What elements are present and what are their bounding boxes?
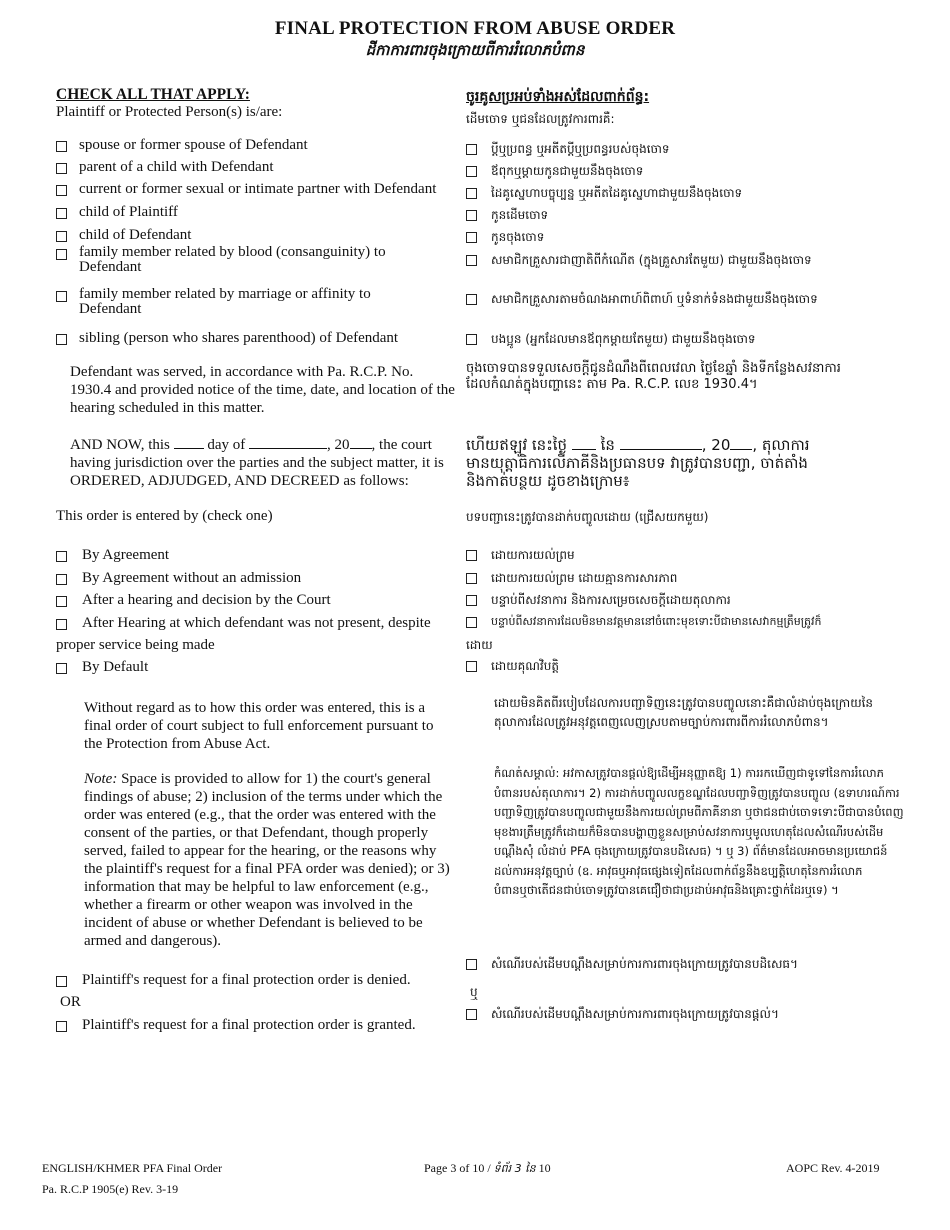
request-denied-option[interactable]: Plaintiff's request for a final protection order is denied. bbox=[56, 972, 456, 990]
entry-option-absent-cont-khmer: ដោយ bbox=[466, 638, 493, 652]
checkbox[interactable] bbox=[56, 141, 67, 152]
entered-by-label: This order is entered by (check one) bbox=[56, 508, 273, 524]
footer-form-name: ENGLISH/KHMER PFA Final Order bbox=[42, 1161, 223, 1175]
request-granted-option-khmer[interactable]: សំណើរបស់ដើមបណ្ដឹងសម្រាប់ការការពារចុងក្រោយត្រូវបានផ្ដល់។ bbox=[466, 1005, 779, 1023]
month-blank-khmer[interactable] bbox=[620, 449, 702, 450]
checkbox[interactable] bbox=[56, 551, 67, 562]
checkbox[interactable] bbox=[466, 255, 477, 266]
footer-revision: AOPC Rev. 4-2019 bbox=[786, 1161, 880, 1175]
note-paragraph-khmer: កំណត់សម្គាល់: អវកាសត្រូវបានផ្ដល់ឱ្យដើម្បីអនុញ្ញាតឱ្យ 1) ការរកឃើញជាទូទៅនៃការរំលោភបំពានរបស់តុលាការ។ 2) ការដាក់បញ្ចូលលក្ខខណ្ឌដែលបញ្ជាទិញត្រូវបានបញ្ចូល (ឧទាហរណ៍ការបញ្ជាទិញត្រូវបានបញ្ចូលជាមួយនឹងការយល់ព្រមពីភាគីនានា ឬថាជនជាប់ចោទទោះបីជាបានបំពេញមុខងារត្រឹមត្រូវក៏ដោយក៏មិនបានបង្ហាញខ្លួនសម្រាប់សវនាការឬមូលហេតុដែលសំណើរបស់ដើមបណ្ដឹងសុំ លំដាប់ PFA ចុងក្រោយត្រូវបានបដិសេធ) ។ ឬ 3) ព័ត៌មានដែលអាចមានប្រយោជន៍ដល់ការអនុវត្តច្បាប់ (ឧ. អាវុធឬអាវុធផ្សេងទៀតដែលពាក់ព័ន្ធនឹងឧប្បត្តិហេតុនៃការរំលោភបំពានឬថាតើជនជាប់ចោទត្រូវបានគេជឿថាជាប្រដាប់អាវុធនិងគ្រោះថ្នាក់ដែរឬទេ) ។ bbox=[494, 766, 904, 897]
entry-option-agreement[interactable]: By Agreement bbox=[56, 547, 169, 565]
and-now-paragraph-khmer: ហើយឥឡូវ នេះថ្ងៃ នៃ , 20 , តុលាការមានយុត្តាធិការលើភាគីនិងប្រធានបទ វាត្រូវបានបញ្ជា, ចាត់តាំងនិងកាត់បន្ថយ ដូចខាងក្រោម៖ bbox=[466, 436, 810, 490]
relation-option-partner-khmer[interactable]: ដៃគូស្នេហាបច្ចុប្បន្ន ឬអតីតដៃគូស្នេហាជាមួយនឹងចុងចោទ bbox=[466, 184, 742, 202]
relation-option-child-plaintiff-khmer[interactable]: កូនដើមចោទ bbox=[466, 206, 548, 224]
checkbox[interactable] bbox=[56, 185, 67, 196]
checkbox[interactable] bbox=[466, 573, 477, 584]
service-paragraph-khmer: ចុងចោទបានទទួលសេចក្ដីជូនដំណឹងពីពេលវេលា ថ្ងៃខែឆ្នាំ និងទីកន្លែងសវនាការ ដែលកំណត់ក្នុងបញ្ហានេះ តាម Pa. R.C.P. លេខ 1930.4។ bbox=[466, 361, 841, 392]
entered-by-label-khmer: បទបញ្ជានេះត្រូវបានដាក់បញ្ចូលដោយ (ជ្រើសយកមួយ) bbox=[466, 510, 709, 524]
entry-option-hearing-khmer[interactable]: បន្ទាប់ពីសវនាការ និងការសម្រេចសេចក្ដីដោយតុលាការ bbox=[466, 591, 731, 609]
entry-option-agreement-khmer[interactable]: ដោយការយល់ព្រម bbox=[466, 546, 575, 564]
footer-page-number: Page 3 of 10 / ទំព័រ 3 នៃ 10 bbox=[424, 1161, 551, 1175]
relation-option-child-defendant-khmer[interactable]: កូនចុងចោទ bbox=[466, 228, 544, 246]
checkbox[interactable] bbox=[466, 617, 477, 628]
checkbox[interactable] bbox=[56, 596, 67, 607]
checkbox[interactable] bbox=[466, 661, 477, 672]
and-now-paragraph: AND NOW, this day of , 20 , the court having jurisdiction over the parties and the subject matter, it is ORDERED, ADJUDGED, AND DECREED as follows: bbox=[70, 437, 444, 489]
checkbox[interactable] bbox=[466, 595, 477, 606]
entry-option-absent[interactable]: After Hearing at which defendant was not present, despite bbox=[56, 615, 456, 633]
checkbox[interactable] bbox=[466, 144, 477, 155]
entry-option-default[interactable]: By Default bbox=[56, 659, 148, 677]
relation-option-marriage[interactable]: family member related by marriage or affinity to Defendant bbox=[56, 287, 396, 317]
entry-option-default-khmer[interactable]: ដោយគុណវិបត្តិ bbox=[466, 657, 559, 675]
plaintiff-is-label: Plaintiff or Protected Person(s) is/are: bbox=[56, 104, 283, 120]
checkbox[interactable] bbox=[56, 334, 67, 345]
checkbox[interactable] bbox=[466, 166, 477, 177]
plaintiff-is-label-khmer: ដើមចោទ ឬជនដែលត្រូវការពារគឺ: bbox=[466, 112, 615, 126]
checkbox[interactable] bbox=[466, 188, 477, 199]
checkbox[interactable] bbox=[466, 550, 477, 561]
form-title-khmer: ដីកាការពារចុងក្រោយពីការរំលោភបំពាន bbox=[365, 41, 585, 59]
checkbox[interactable] bbox=[56, 976, 67, 987]
checkbox[interactable] bbox=[56, 208, 67, 219]
checkbox[interactable] bbox=[56, 291, 67, 302]
request-denied-option-khmer[interactable]: សំណើរបស់ដើមបណ្ដឹងសម្រាប់ការការពារចុងក្រោយត្រូវបានបដិសេធ។ bbox=[466, 955, 798, 973]
relation-option-spouse[interactable]: spouse or former spouse of Defendant bbox=[56, 137, 308, 155]
checkbox[interactable] bbox=[56, 574, 67, 585]
checkbox[interactable] bbox=[466, 294, 477, 305]
relation-option-blood[interactable]: family member related by blood (consanguinity) to Defendant bbox=[56, 245, 406, 275]
relation-option-parent[interactable]: parent of a child with Defendant bbox=[56, 159, 274, 177]
entry-option-hearing[interactable]: After a hearing and decision by the Court bbox=[56, 592, 331, 610]
checkbox[interactable] bbox=[466, 334, 477, 345]
or-label: OR bbox=[60, 994, 81, 1010]
month-blank[interactable] bbox=[249, 448, 327, 449]
relation-option-partner[interactable]: current or former sexual or intimate partner with Defendant bbox=[56, 181, 466, 199]
without-regard-paragraph: Without regard as to how this order was entered, this is a final order of court subject to full enforcement pursuant to the Protection from Abuse Act. bbox=[84, 700, 434, 752]
relation-option-sibling[interactable]: sibling (person who shares parenthood) of Defendant bbox=[56, 330, 398, 348]
relation-option-child-plaintiff[interactable]: child of Plaintiff bbox=[56, 204, 178, 222]
year-blank[interactable] bbox=[350, 448, 372, 449]
checkbox[interactable] bbox=[56, 163, 67, 174]
checkbox[interactable] bbox=[56, 619, 67, 630]
checkbox[interactable] bbox=[56, 1021, 67, 1032]
entry-option-agreement-no-admission[interactable]: By Agreement without an admission bbox=[56, 570, 301, 588]
request-granted-option[interactable]: Plaintiff's request for a final protection order is granted. bbox=[56, 1017, 456, 1035]
entry-option-absent-khmer[interactable]: បន្ទាប់ពីសវនាការដែលមិនមានវត្តមាននៅចំពោះមុខទោះបីជាមានសេវាកម្មត្រឹមត្រូវក៏ bbox=[466, 613, 896, 631]
relation-option-sibling-khmer[interactable]: បងប្អូន (អ្នកដែលមានឪពុកម្ដាយតែមួយ) ជាមួយនឹងចុងចោទ bbox=[466, 330, 756, 348]
checkbox[interactable] bbox=[466, 210, 477, 221]
note-paragraph: Note: Space is provided to allow for 1) the court's general findings of abuse; 2) inclusion of the terms under which the order was entered (e.g., that the order was entered with the consent of the parties, or that Defendant, though properly served, failed to appear for the hearing, or the reasons why the plaintiff's request for a final PFA order was denied); or 3) information that may be helpful to law enforcement (e.g., whether a firearm or other weapon was involved in the incident of abuse or whether Defendant is believed to be armed and dangerous). bbox=[84, 771, 450, 949]
entry-option-agreement-no-admission-khmer[interactable]: ដោយការយល់ព្រម ដោយគ្មានការសារភាព bbox=[466, 569, 677, 587]
checkbox[interactable] bbox=[466, 959, 477, 970]
checkbox[interactable] bbox=[56, 663, 67, 674]
entry-option-absent-cont: proper service being made bbox=[56, 637, 215, 653]
relation-option-spouse-khmer[interactable]: ប្ដីឬប្រពន្ធ ឬអតីតប្ដីឬប្រពន្ធរបស់ចុងចោទ bbox=[466, 140, 670, 158]
relation-option-blood-khmer[interactable]: សមាជិកគ្រួសារជាញាតិពីកំណើត (ក្នុងគ្រួសារតែមួយ) ជាមួយនឹងចុងចោទ bbox=[466, 251, 812, 269]
form-title: FINAL PROTECTION FROM ABUSE ORDER bbox=[274, 18, 676, 39]
day-blank-khmer[interactable] bbox=[572, 449, 596, 450]
or-label-khmer: ឬ bbox=[470, 985, 478, 999]
footer-rule: Pa. R.C.P 1905(e) Rev. 3-19 bbox=[42, 1182, 179, 1196]
checkbox[interactable] bbox=[466, 1009, 477, 1020]
without-regard-paragraph-khmer: ដោយមិនគិតពីរបៀបដែលការបញ្ជាទិញនេះត្រូវបានបញ្ចូលនោះគឺជាលំដាប់ចុងក្រោយនៃតុលាការដែលត្រូវអនុវត្តពេញលេញស្របតាមច្បាប់ការពារពីការរំលោភបំពាន។ bbox=[494, 696, 874, 729]
relation-option-parent-khmer[interactable]: ឪពុកឬម្ដាយកូនជាមួយនឹងចុងចោទ bbox=[466, 162, 643, 180]
check-all-heading: CHECK ALL THAT APPLY: bbox=[56, 86, 250, 103]
checkbox[interactable] bbox=[466, 232, 477, 243]
day-blank[interactable] bbox=[174, 448, 204, 449]
relation-option-marriage-khmer[interactable]: សមាជិកគ្រួសារតាមចំណងអាពាហ៍ពិពាហ៍ ឬទំនាក់ទំនងជាមួយនឹងចុងចោទ bbox=[466, 290, 818, 308]
service-paragraph: Defendant was served, in accordance with Pa. R.C.P. No. 1930.4 and provided notice of the time, date, and location of the hearing scheduled in this matter. bbox=[70, 364, 455, 416]
year-blank-khmer[interactable] bbox=[730, 449, 752, 450]
checkbox[interactable] bbox=[56, 231, 67, 242]
relation-option-child-defendant[interactable]: child of Defendant bbox=[56, 227, 191, 245]
check-all-heading-khmer: ចូរគូសប្រអប់ទាំងអស់ដែលពាក់ព័ន្ធ: bbox=[466, 89, 650, 105]
checkbox[interactable] bbox=[56, 249, 67, 260]
